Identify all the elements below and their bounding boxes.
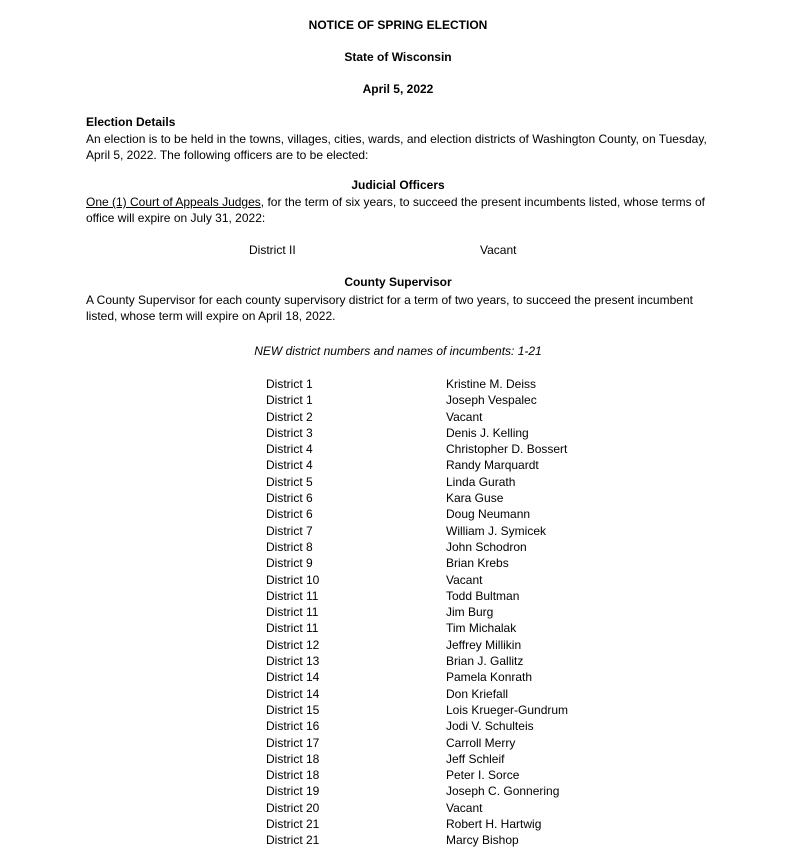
table-row: [266, 816, 606, 832]
district-number: District 11: [266, 621, 319, 636]
incumbent-name: Joseph C. Gonnering: [446, 784, 560, 799]
district-number: District 3: [266, 425, 313, 440]
incumbent-name: Doug Neumann: [446, 507, 531, 522]
table-row: [266, 718, 606, 734]
incumbent-name: Peter I. Sorce: [446, 768, 520, 783]
incumbent-name: John Schodron: [446, 539, 527, 554]
district-number: District 7: [266, 523, 313, 538]
district-number: District 14: [266, 686, 320, 701]
incumbent-name: Joseph Vespalec: [446, 393, 537, 408]
judicial-text-rest: , for the term of six years, to succeed the present incumbents listed, whose terms of office will expire on July 31, 2022:: [86, 195, 705, 225]
district-number: District 15: [266, 702, 320, 717]
district-number: District 19: [266, 784, 320, 799]
incumbent-name: William J. Symicek: [446, 523, 547, 538]
incumbent-name: Pamela Konrath: [446, 670, 533, 685]
election-details-heading: Election Details: [86, 115, 176, 129]
incumbent-name: Lois Krueger-Gundrum: [446, 702, 569, 717]
table-row: [266, 425, 606, 441]
table-row: [266, 441, 606, 457]
table-row: [266, 539, 606, 555]
district-number: District 10: [266, 572, 320, 587]
table-row: [266, 653, 606, 669]
district-number: District 1: [266, 393, 313, 408]
district-number: District 11: [266, 605, 319, 620]
table-row: [266, 669, 606, 685]
incumbent-name: Marcy Bishop: [446, 833, 519, 848]
incumbent-name: Vacant: [446, 800, 483, 815]
district-number: District 18: [266, 751, 320, 766]
incumbent-name: Don Kriefall: [446, 686, 509, 701]
district-number: District 17: [266, 735, 320, 750]
district-number: District 11: [266, 588, 319, 603]
election-details-text: An election is to be held in the towns, villages, cities, wards, and election districts of Washington County, on Tuesday, April 5, 2022. The following officers are to be elected:: [86, 132, 707, 162]
table-row: [266, 702, 606, 718]
district-number: District 5: [266, 474, 313, 489]
table-row: [266, 588, 606, 604]
county-supervisor-text: A County Supervisor for each county supervisory district for a term of two years, to succeed the present incumbent listed, whose term will expire on April 18, 2022.: [86, 293, 693, 323]
incumbent-name: Vacant: [446, 409, 483, 424]
incumbent-name: Jeffrey Millikin: [446, 637, 522, 652]
incumbent-name: Jodi V. Schulteis: [446, 719, 534, 734]
incumbent-name: Robert H. Hartwig: [446, 817, 542, 832]
district-number: District 6: [266, 491, 313, 506]
incumbent-name: Jeff Schleif: [446, 751, 505, 766]
district-number: District 12: [266, 637, 320, 652]
district-number: District 4: [266, 442, 313, 457]
incumbent-name: Christopher D. Bossert: [446, 442, 568, 457]
district-number: District 14: [266, 670, 320, 685]
incumbent-name: Denis J. Kelling: [446, 425, 529, 440]
district-number: District 21: [266, 817, 320, 832]
district-number: District 8: [266, 539, 313, 554]
district-number: District 21: [266, 833, 320, 848]
table-row: [266, 783, 606, 799]
table-row: [266, 751, 606, 767]
table-row: [266, 767, 606, 783]
district-number: District 2: [266, 409, 313, 424]
table-row: [266, 735, 606, 751]
incumbent-name: Brian Krebs: [446, 556, 509, 571]
district-number: District 9: [266, 556, 313, 571]
table-row: [266, 686, 606, 702]
incumbent-name: Carroll Merry: [446, 735, 516, 750]
incumbent-name: Linda Gurath: [446, 474, 516, 489]
table-row: [266, 523, 606, 539]
table-row: [266, 604, 606, 620]
district-number: District 20: [266, 800, 320, 815]
district-incumbent-table: [266, 376, 606, 849]
incumbent-name: Vacant: [446, 572, 483, 587]
judicial-officers-heading: Judicial Officers: [351, 178, 445, 192]
table-row: [266, 457, 606, 473]
district-number: District 18: [266, 768, 320, 783]
incumbent-name: Jim Burg: [446, 605, 494, 620]
district-number: District 6: [266, 507, 313, 522]
district-number: District 16: [266, 719, 320, 734]
table-row: [266, 555, 606, 571]
table-row: [266, 620, 606, 636]
table-row: [266, 832, 606, 848]
county-supervisor-heading: County Supervisor: [344, 275, 452, 289]
table-row: [266, 392, 606, 408]
table-row: [266, 409, 606, 425]
judicial-incumbent: Vacant: [480, 243, 517, 257]
table-row: [266, 376, 606, 392]
incumbent-name: Kara Guse: [446, 491, 504, 506]
district-number: District 4: [266, 458, 313, 473]
district-subheading: NEW district numbers and names of incumbents: 1-21: [254, 344, 542, 358]
incumbent-name: Tim Michalak: [446, 621, 517, 636]
incumbent-name: Brian J. Gallitz: [446, 654, 524, 669]
table-row: [266, 490, 606, 506]
judicial-district: District II: [249, 243, 296, 257]
table-row: [266, 572, 606, 588]
incumbent-name: Randy Marquardt: [446, 458, 539, 473]
table-row: [266, 637, 606, 653]
state-title: State of Wisconsin: [344, 50, 452, 64]
incumbent-name: Todd Bultman: [446, 588, 520, 603]
district-number: District 13: [266, 654, 320, 669]
incumbent-name: Kristine M. Deiss: [446, 377, 537, 391]
notice-title: NOTICE OF SPRING ELECTION: [308, 18, 488, 32]
district-number: District 1: [266, 377, 313, 391]
court-of-appeals-link-text: One (1) Court of Appeals Judges: [86, 195, 261, 209]
table-row: [266, 474, 606, 490]
judicial-officers-text: [86, 194, 716, 226]
election-date: April 5, 2022: [362, 82, 434, 96]
table-row: [266, 506, 606, 522]
table-row: [266, 800, 606, 816]
